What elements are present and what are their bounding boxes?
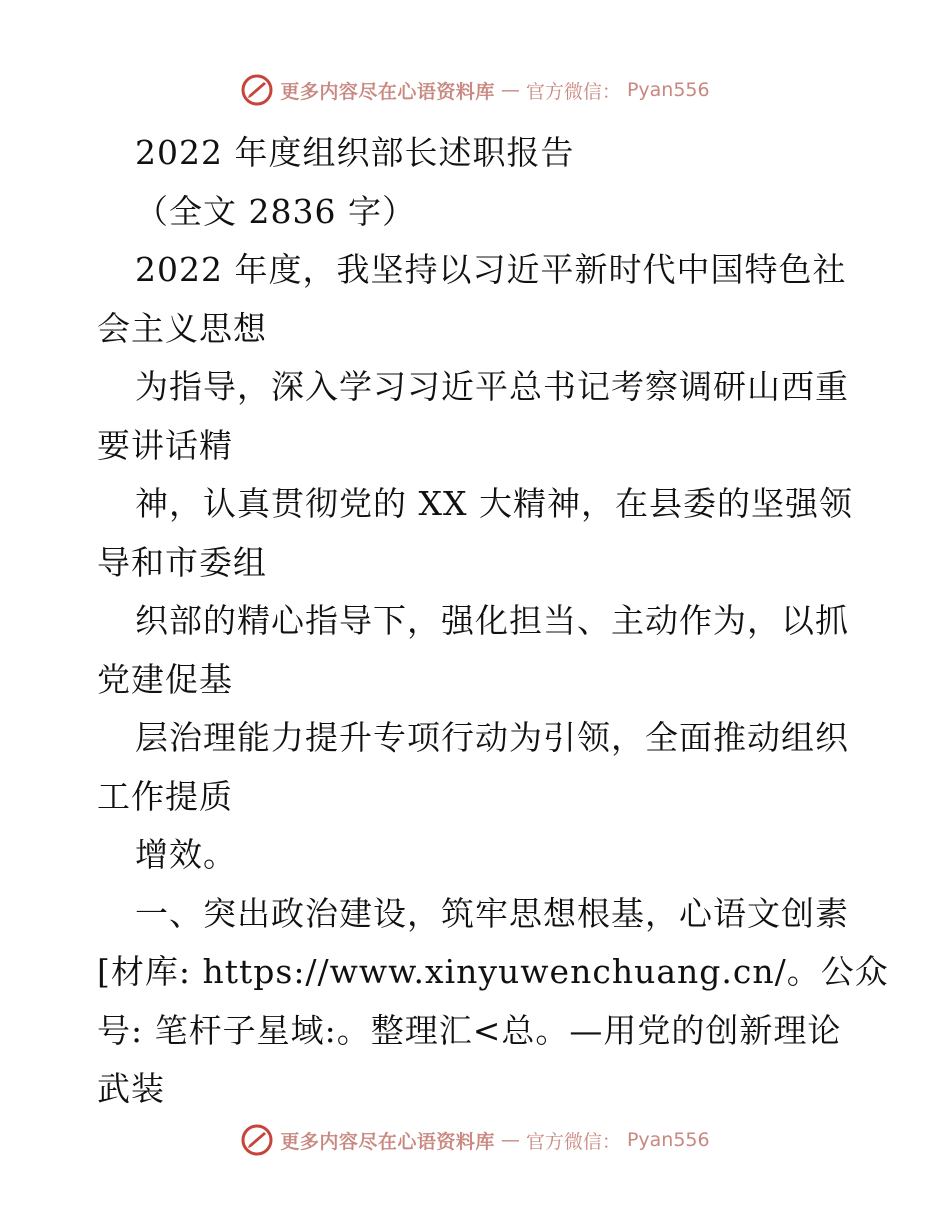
doc-line: 工作提质 — [97, 776, 233, 816]
watermark-main-text: 更多内容尽在心语资料库 — [280, 1130, 495, 1153]
footer-watermark — [0, 1120, 950, 1160]
watermark-handle: Pyan556 — [626, 79, 710, 101]
doc-line: 2022 年度，我坚持以习近平新时代中国特色社 — [135, 250, 847, 289]
doc-line: 增效。 — [135, 835, 237, 874]
header-watermark — [0, 70, 950, 110]
doc-line: 层治理能力提升专项行动为引领，全面推动组织 — [135, 718, 849, 757]
doc-line: 会主义思想 — [97, 308, 267, 348]
watermark-handle: Pyan556 — [626, 1129, 710, 1151]
xinyu-logo-icon — [240, 1123, 274, 1157]
document-body — [97, 124, 889, 1119]
doc-line: 织部的精心指导下，强化担当、主动作为，以抓 — [135, 601, 849, 640]
watermark-separator: — — [500, 79, 520, 101]
doc-line: 号: 笔杆子星域:。整理汇<总。—用党的创新理论 — [97, 1010, 842, 1050]
doc-line: 武装 — [97, 1069, 165, 1108]
watermark-main-text: 更多内容尽在心语资料库 — [280, 80, 495, 103]
doc-line: 党建促基 — [97, 659, 233, 699]
doc-title: 2022 年度组织部长述职报告 — [135, 133, 575, 172]
watermark-separator: — — [500, 1129, 520, 1151]
doc-word-count: （全文 2836 字） — [135, 191, 416, 231]
doc-line: 为指导，深入学习习近平总书记考察调研山西重 — [135, 367, 849, 406]
doc-line: 导和市委组 — [97, 542, 267, 582]
doc-line: 要讲话精 — [97, 425, 233, 465]
doc-line: [材库: https://www.xinyuwenchuang.cn/。公众 — [97, 952, 889, 991]
doc-line: 神，认真贯彻党的 XX 大精神，在县委的坚强领 — [135, 484, 853, 523]
watermark-subtext: 官方微信： — [525, 80, 621, 103]
xinyu-logo-icon — [240, 73, 274, 107]
doc-section-heading: 一、突出政治建设，筑牢思想根基，心语文创素 — [135, 893, 849, 933]
watermark-subtext: 官方微信： — [525, 1130, 621, 1153]
